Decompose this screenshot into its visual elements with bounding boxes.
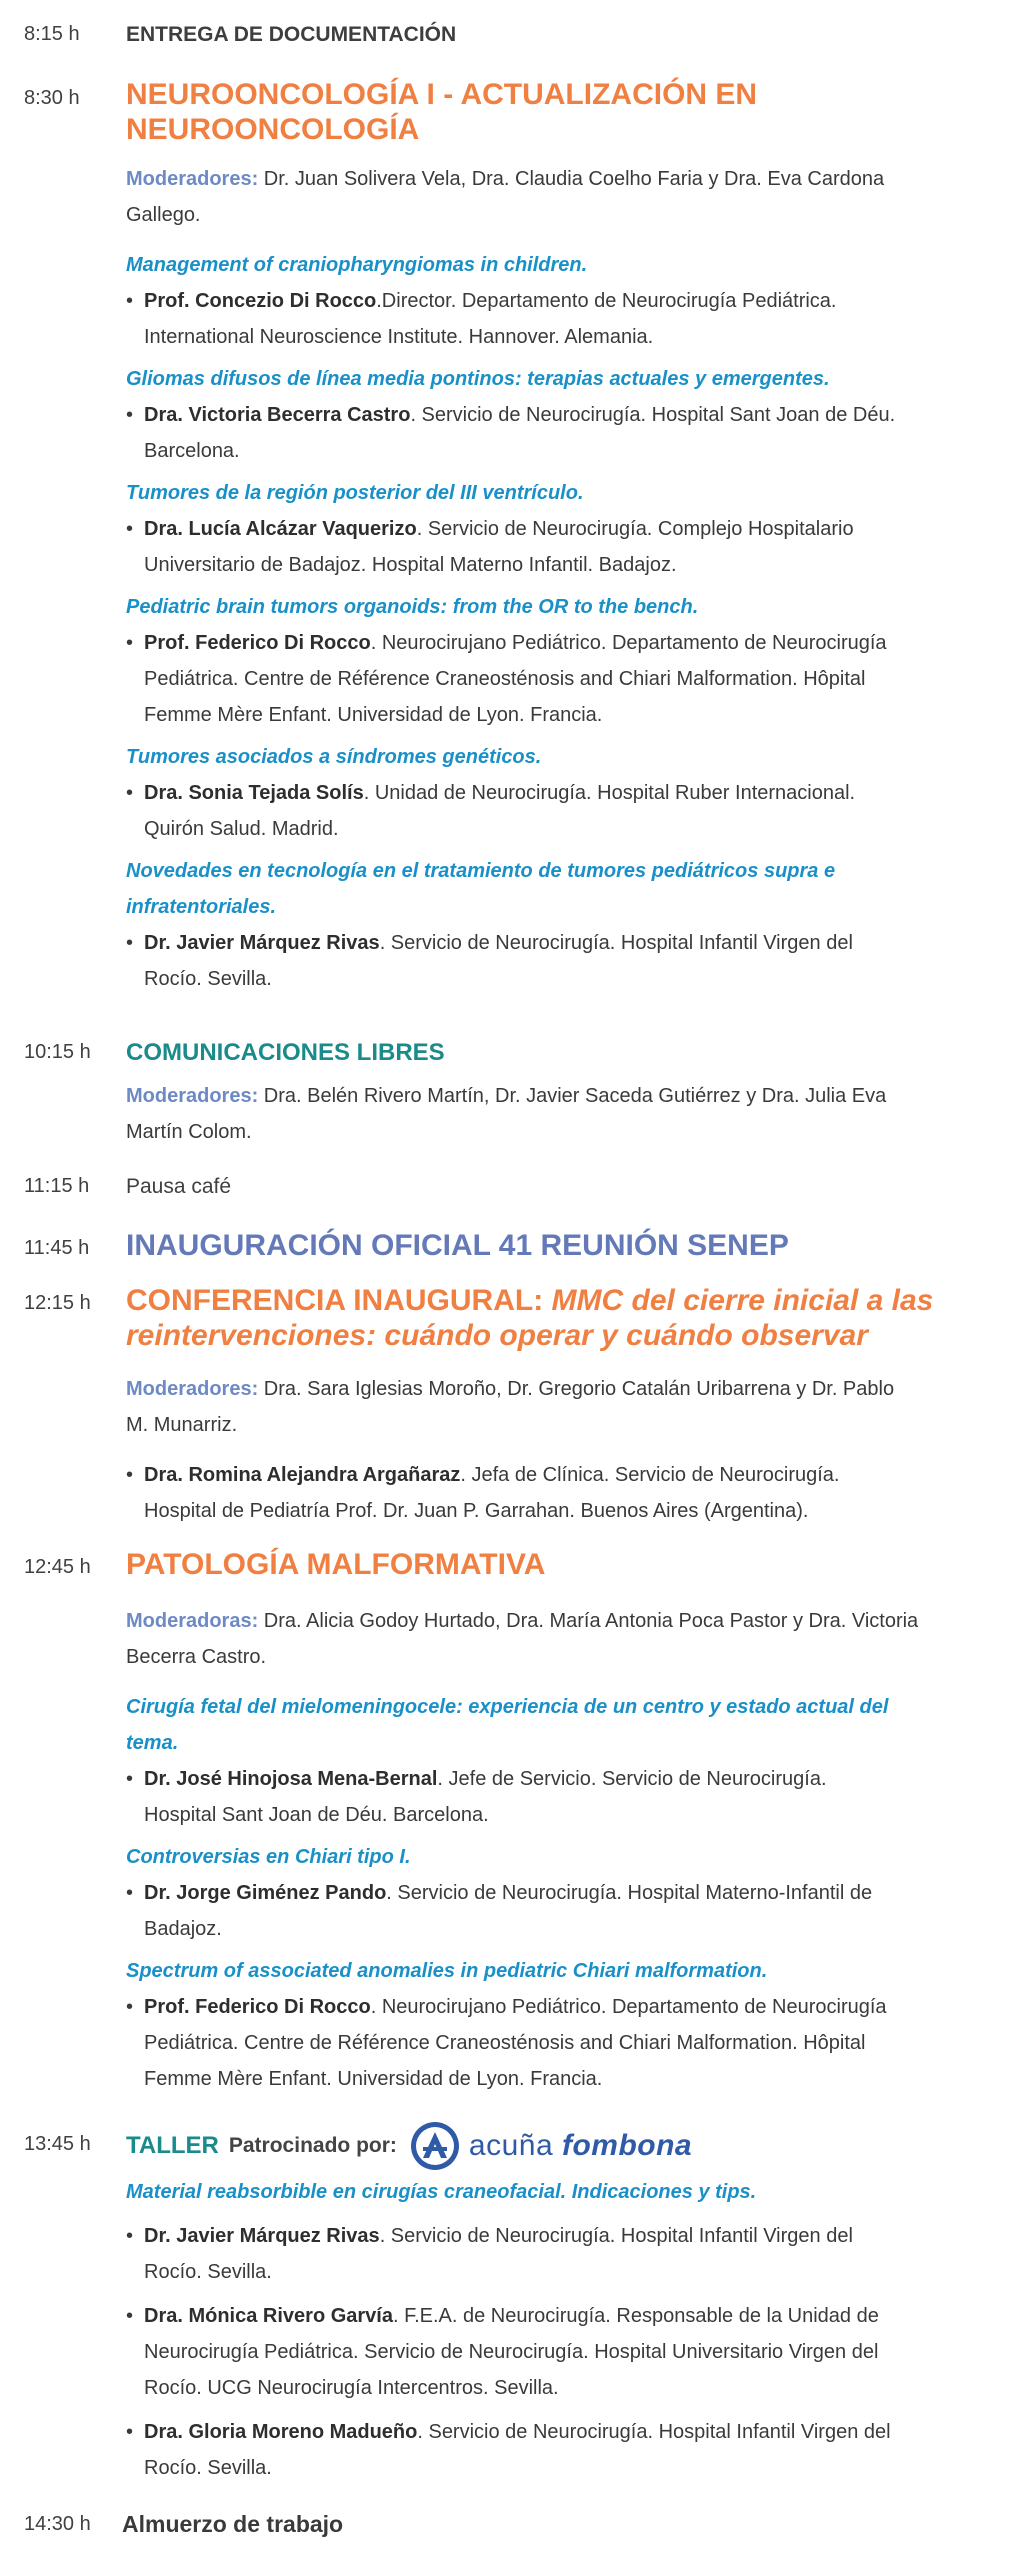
speaker-name: Dra. Sonia Tejada Solís — [144, 782, 364, 804]
time-label: 13:45 h — [24, 2133, 91, 2155]
talk-title: Controversias en Chiari tipo I. — [126, 1845, 411, 1868]
schedule-block-coffee-break — [0, 1172, 1021, 1201]
speaker-name: Dra. Victoria Becerra Castro — [144, 404, 411, 426]
speaker-name: Prof. Federico Di Rocco — [144, 1995, 371, 2018]
speaker: • Dra. Mónica Rivero Garvía. F.E.A. de Neurocirugía. Responsable de la Unidad de Neurocirugía Pediátrica. Servicio de Neurocirugía. Hospital Universitario Virgen del Rocío. UCG Neurocirugía Intercentros. Sevilla. — [126, 2305, 879, 2399]
talk-title: Tumores asociados a síndromes genéticos. — [126, 746, 542, 768]
moderators-label: Moderadores: — [126, 1084, 259, 1107]
time-label: 12:15 h — [24, 1292, 91, 1314]
talk-title: Spectrum of associated anomalies in pediatric Chiari malformation. — [126, 1959, 768, 1982]
time-label: 11:45 h — [24, 1237, 90, 1259]
speaker-name: Dra. Mónica Rivero Garvía — [144, 2305, 393, 2327]
talk-title: Novedades en tecnología en el tratamiento de tumores pediátricos supra e infratentoriales. — [126, 860, 836, 918]
block-title: Pausa café — [126, 1175, 232, 1198]
sponsor-label: Patrocinado por: — [228, 2134, 397, 2157]
speaker-name: Dra. Lucía Alcázar Vaquerizo — [144, 518, 417, 540]
speaker: • Prof. Federico Di Rocco. Neurocirujano Pediátrico. Departamento de Neurocirugía Pediátrica. Centre de Référence Craneosténosis and Chiari Malformation. Hôpital Femme Mère Enfant. Universidad de Lyon. Francia. — [126, 632, 887, 726]
schedule-block-malformative-pathology — [0, 1548, 1021, 2097]
speaker: • Dra. Sonia Tejada Solís. Unidad de Neurocirugía. Hospital Ruber Internacional. Quirón Salud. Madrid. — [126, 782, 856, 840]
moderators: Moderadores: Dra. Belén Rivero Martín, Dr. Javier Saceda Gutiérrez y Dra. Julia Eva Martín Colom. — [126, 1084, 887, 1143]
speaker-name: Dr. Javier Márquez Rivas — [144, 932, 380, 954]
schedule-block-inauguration — [0, 1226, 1021, 1265]
schedule-block-neurooncology — [0, 78, 1021, 997]
moderators: Moderadores: Dr. Juan Solivera Vela, Dra. Claudia Coelho Faria y Dra. Eva Cardona Gallego. — [126, 168, 885, 226]
block-title: Almuerzo de trabajo — [122, 2511, 344, 2537]
schedule-block-workshop — [0, 2120, 1021, 2486]
sponsor-logo-icon — [409, 2120, 461, 2172]
time-label: 10:15 h — [24, 1041, 91, 1063]
speaker: • Dr. José Hinojosa Mena-Bernal. Jefe de Servicio. Servicio de Neurocirugía. Hospital Sant Joan de Déu. Barcelona. — [126, 1767, 827, 1826]
workshop-header — [126, 2120, 1007, 2172]
talk-title: Pediatric brain tumors organoids: from the OR to the bench. — [126, 596, 699, 618]
speaker-name: Dr. José Hinojosa Mena-Bernal — [144, 1767, 438, 1790]
speaker-name: Dr. Jorge Giménez Pando — [144, 1881, 387, 1904]
speaker: • Dra. Romina Alejandra Argañaraz. Jefa de Clínica. Servicio de Neurocirugía. Hospital de Pediatría Prof. Dr. Juan P. Garrahan. Buenos Aires (Argentina). — [126, 1464, 840, 1522]
time-label: 12:45 h — [24, 1556, 91, 1578]
speaker-name: Dra. Gloria Moreno Madueño — [144, 2421, 418, 2443]
talk-title: Cirugía fetal del mielomeningocele: experiencia de un centro y estado actual del tema. — [126, 1695, 889, 1754]
session-title: PATOLOGÍA MALFORMATIVA — [126, 1548, 546, 1581]
talk-title: Material reabsorbible en cirugías craneofacial. Indicaciones y tips. — [126, 2181, 757, 2203]
block-title: ENTREGA DE DOCUMENTACIÓN — [126, 23, 457, 46]
moderators-label: Moderadores: — [126, 1378, 259, 1400]
schedule-block-inaugural-conference — [0, 1284, 1021, 1529]
talk-title: Tumores de la región posterior del III ventrículo. — [126, 482, 584, 504]
speaker-name: Prof. Federico Di Rocco — [144, 632, 371, 654]
speaker: • Dra. Gloria Moreno Madueño. Servicio de Neurocirugía. Hospital Infantil Virgen del Rocío. Sevilla. — [126, 2421, 891, 2479]
moderators: Moderadoras: Dra. Alicia Godoy Hurtado, Dra. María Antonia Poca Pastor y Dra. Victoria Becerra Castro. — [126, 1609, 919, 1668]
schedule-block-communications — [0, 1036, 1021, 1150]
time-label: 14:30 h — [24, 2513, 91, 2535]
session-title: NEUROONCOLOGÍA I - ACTUALIZACIÓN EN NEUROONCOLOGÍA — [126, 78, 758, 146]
session-title: COMUNICACIONES LIBRES — [126, 1039, 445, 1066]
sponsor-logo-text: acuña fombona — [468, 2129, 693, 2162]
speaker: • Dra. Lucía Alcázar Vaquerizo. Servicio de Neurocirugía. Complejo Hospitalario Universitario de Badajoz. Hospital Materno Infantil. Badajoz. — [126, 518, 854, 576]
time-label: 8:15 h — [24, 23, 80, 45]
schedule-block-lunch — [0, 2508, 1021, 2540]
speaker: • Dr. Jorge Giménez Pando. Servicio de Neurocirugía. Hospital Materno-Infantil de Badajoz. — [126, 1881, 873, 1940]
speaker: • Prof. Concezio Di Rocco.Director. Departamento de Neurocirugía Pediátrica. International Neuroscience Institute. Hannover. Alemania. — [126, 290, 837, 348]
talk-title: Gliomas difusos de línea media pontinos: terapias actuales y emergentes. — [126, 368, 830, 390]
schedule-block-registration — [0, 20, 1021, 49]
session-title: TALLER — [126, 2132, 219, 2160]
session-title: INAUGURACIÓN OFICIAL 41 REUNIÓN SENEP — [126, 1229, 789, 1262]
moderators-label: Moderadores: — [126, 168, 259, 190]
speaker-name: Dra. Romina Alejandra Argañaraz — [144, 1464, 461, 1486]
speaker: • Dra. Victoria Becerra Castro. Servicio de Neurocirugía. Hospital Sant Joan de Déu. Barcelona. — [126, 404, 896, 462]
session-title: CONFERENCIA INAUGURAL: MMC del cierre inicial a las reintervenciones: cuándo operar y cuándo observar — [126, 1284, 934, 1352]
sponsor-logo — [409, 2120, 692, 2172]
speaker: • Dr. Javier Márquez Rivas. Servicio de Neurocirugía. Hospital Infantil Virgen del Rocío. Sevilla. — [126, 2225, 853, 2283]
talk-title: Management of craniopharyngiomas in children. — [126, 254, 588, 276]
speaker-name: Prof. Concezio Di Rocco — [144, 290, 377, 312]
time-label: 11:15 h — [24, 1175, 90, 1197]
time-label: 8:30 h — [24, 87, 80, 109]
moderators-label: Moderadoras: — [126, 1609, 259, 1632]
moderators: Moderadores: Dra. Sara Iglesias Moroño, Dr. Gregorio Catalán Uribarrena y Dr. Pablo M. Munarriz. — [126, 1378, 895, 1436]
speaker-name: Dr. Javier Márquez Rivas — [144, 2225, 380, 2247]
speaker: • Prof. Federico Di Rocco. Neurocirujano Pediátrico. Departamento de Neurocirugía Pediátrica. Centre de Référence Craneosténosis and Chiari Malformation. Hôpital Femme Mère Enfant. Universidad de Lyon. Francia. — [126, 1995, 887, 2090]
speaker: • Dr. Javier Márquez Rivas. Servicio de Neurocirugía. Hospital Infantil Virgen del Rocío. Sevilla. — [126, 932, 853, 990]
